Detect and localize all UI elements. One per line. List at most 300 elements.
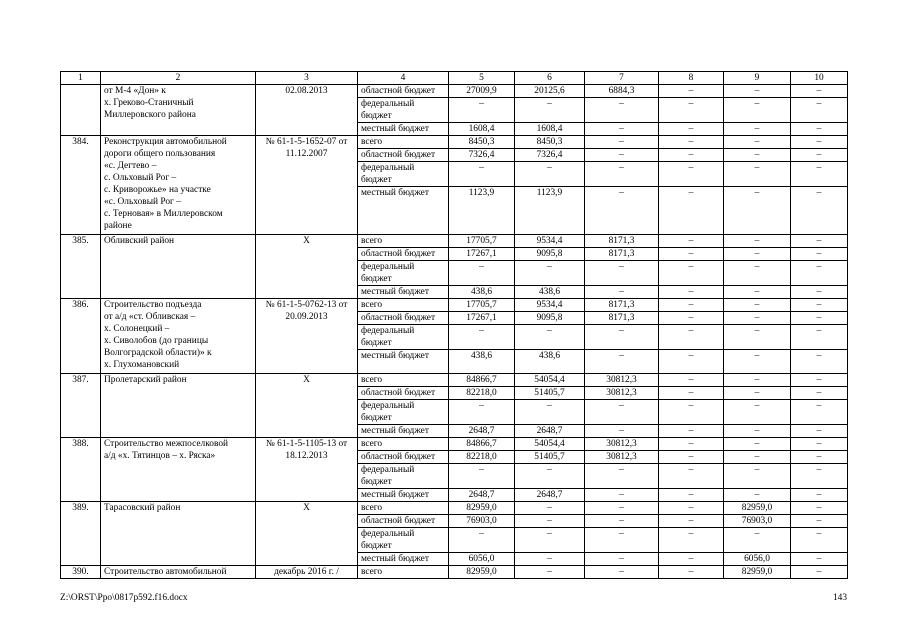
cell-line: местный бюджет [361,554,429,564]
value-cell: – [515,325,585,350]
cell-line: с. Терновая» в Миллеровском [104,209,223,219]
value-cell: – [585,187,659,235]
value-cell: – [449,528,515,553]
cell-line: № 61-1-5-1105-13 от [265,439,348,449]
value-cell: – [791,248,848,261]
value-cell: – [724,400,791,425]
cell-line: бюджет [361,338,392,348]
column-number: 2 [101,72,256,85]
document-details [256,85,358,136]
funding-source [358,248,449,261]
value-cell: – [585,553,659,566]
value-cell: – [585,502,659,515]
cell-line: х. Солонецкий – [104,324,170,334]
funding-source [358,85,449,98]
cell-line: х. Глухомановский [104,360,180,370]
column-number: 10 [791,72,848,85]
cell-line: областной бюджет [361,86,436,96]
funding-source [358,502,449,515]
value-cell: – [791,85,848,98]
cell-line: Реконструкция автомобильной [104,137,227,147]
value-cell: 82959,0 [449,566,515,579]
value-cell: 17267,1 [449,312,515,325]
row-number: 385. [61,235,101,299]
cell-line: всего [361,375,383,385]
value-cell: – [791,566,848,579]
row-number: 389. [61,502,101,566]
value-cell: – [659,187,724,235]
cell-line: местный бюджет [361,124,429,134]
funding-source [358,528,449,553]
value-cell: 17705,7 [449,299,515,312]
value-cell: 1608,4 [515,123,585,136]
value-cell: 82959,0 [449,502,515,515]
value-cell: – [791,553,848,566]
value-cell: – [791,98,848,123]
value-cell: – [791,286,848,299]
value-cell: – [659,425,724,438]
value-cell: – [659,464,724,489]
funding-source [358,566,449,579]
value-cell: – [659,98,724,123]
value-cell: – [724,98,791,123]
cell-line: всего [361,137,383,147]
value-cell: – [724,299,791,312]
value-cell: – [791,515,848,528]
value-cell: 84866,7 [449,438,515,451]
table-row [61,566,848,579]
value-cell: – [659,312,724,325]
value-cell: – [585,261,659,286]
value-cell: 9095,8 [515,248,585,261]
value-cell: – [724,451,791,464]
object-name [101,438,256,502]
column-number: 4 [358,72,449,85]
column-number: 7 [585,72,659,85]
cell-line: 02.08.2013 [285,86,328,96]
cell-line: х. Сиволобов (до границы [104,336,209,346]
value-cell: – [449,400,515,425]
value-cell: – [724,387,791,400]
value-cell: 6884,3 [585,85,659,98]
value-cell: 1608,4 [449,123,515,136]
document-details [256,502,358,566]
cell-line: дороги общего пользования [104,149,216,159]
value-cell: 2648,7 [449,425,515,438]
object-name [101,566,256,579]
funding-source [358,515,449,528]
object-name [101,235,256,299]
value-cell: – [724,350,791,374]
value-cell: – [791,149,848,162]
cell-line: федеральный [361,99,415,109]
funding-source [358,374,449,387]
page-number: 143 [832,593,847,603]
value-cell: – [724,187,791,235]
cell-line: федеральный [361,529,415,539]
value-cell: – [659,502,724,515]
funding-source [358,149,449,162]
value-cell: 54054,4 [515,374,585,387]
cell-line: Строительство автомобильной [104,567,227,577]
funding-source [358,350,449,374]
cell-line: областной бюджет [361,388,436,398]
cell-line: Волгоградской области)» к [104,348,212,358]
value-cell: – [791,261,848,286]
value-cell: – [659,123,724,136]
value-cell: 2648,7 [515,425,585,438]
table-row [61,85,848,98]
value-cell: – [659,528,724,553]
value-cell: – [724,489,791,502]
row-number: 387. [61,374,101,438]
value-cell: – [515,502,585,515]
cell-line: с. Ольховый Рог – [104,173,177,183]
row-number: 386. [61,299,101,374]
value-cell: – [791,438,848,451]
value-cell: – [659,136,724,149]
value-cell: – [585,425,659,438]
cell-line: 20.09.2013 [285,312,328,322]
funding-source [358,438,449,451]
funding-source [358,136,449,149]
value-cell: – [724,123,791,136]
cell-line: № 61-1-5-1652-07 от [265,137,348,147]
column-number: 8 [659,72,724,85]
value-cell: – [724,261,791,286]
value-cell: 20125,6 [515,85,585,98]
funding-source [358,162,449,187]
value-cell: – [659,350,724,374]
value-cell: 438,6 [515,350,585,374]
cell-line: от М-4 «Дон» к [104,86,166,96]
funding-source [358,553,449,566]
footer-file-path: Z:\ORST\Ppo\0817p592.f16.docx [60,593,188,603]
value-cell: – [659,235,724,248]
value-cell: 51405,7 [515,451,585,464]
funding-source [358,235,449,248]
value-cell: – [791,312,848,325]
value-cell: 2648,7 [515,489,585,502]
value-cell: 27009,9 [449,85,515,98]
cell-line: областной бюджет [361,516,436,526]
value-cell: – [449,98,515,123]
cell-line: местный бюджет [361,490,429,500]
value-cell: 9095,8 [515,312,585,325]
value-cell: – [724,464,791,489]
value-cell: – [791,489,848,502]
value-cell: – [515,162,585,187]
value-cell: – [724,248,791,261]
value-cell: 1123,9 [515,187,585,235]
cell-line: Х [303,503,310,513]
value-cell: 438,6 [449,286,515,299]
value-cell: – [791,136,848,149]
cell-line: федеральный [361,401,415,411]
value-cell: – [449,325,515,350]
cell-line: 18.12.2013 [285,451,328,461]
value-cell: 30812,3 [585,451,659,464]
value-cell: – [791,187,848,235]
value-cell: – [659,374,724,387]
value-cell: – [791,299,848,312]
cell-line: местный бюджет [361,188,429,198]
value-cell: 30812,3 [585,374,659,387]
value-cell: – [585,98,659,123]
cell-line: местный бюджет [361,426,429,436]
cell-line: х. Греково-Станичный [104,98,194,108]
value-cell: 82959,0 [724,566,791,579]
value-cell: – [791,350,848,374]
document-details [256,299,358,374]
cell-line: всего [361,503,383,513]
table-row [61,235,848,248]
value-cell: – [515,528,585,553]
value-cell: – [791,400,848,425]
value-cell: 30812,3 [585,387,659,400]
cell-line: бюджет [361,274,392,284]
cell-line: Х [303,375,310,385]
cell-line: № 61-1-5-0762-13 от [265,300,348,310]
value-cell: – [585,149,659,162]
funding-source [358,464,449,489]
value-cell: – [585,136,659,149]
value-cell: – [515,400,585,425]
document-details [256,235,358,299]
row-number: 384. [61,136,101,235]
value-cell: – [659,162,724,187]
value-cell: – [585,464,659,489]
value-cell: – [515,98,585,123]
value-cell: – [659,553,724,566]
cell-line: Тарасовский район [104,503,181,513]
value-cell: 17267,1 [449,248,515,261]
value-cell: 82218,0 [449,387,515,400]
cell-line: бюджет [361,477,392,487]
object-name [101,136,256,235]
value-cell: 84866,7 [449,374,515,387]
value-cell: 1123,9 [449,187,515,235]
value-cell: – [585,286,659,299]
document-details [256,136,358,235]
value-cell: – [659,400,724,425]
funding-source [358,299,449,312]
value-cell: – [724,149,791,162]
value-cell: – [659,566,724,579]
value-cell: 8450,3 [449,136,515,149]
funding-source [358,325,449,350]
column-number-row [61,72,848,85]
table-row [61,502,848,515]
value-cell: 76903,0 [449,515,515,528]
funding-source [358,451,449,464]
value-cell: – [659,451,724,464]
document-details [256,438,358,502]
value-cell: 76903,0 [724,515,791,528]
value-cell: – [791,325,848,350]
value-cell: 438,6 [515,286,585,299]
column-number: 1 [61,72,101,85]
column-number: 5 [449,72,515,85]
value-cell: – [585,123,659,136]
value-cell: – [585,489,659,502]
value-cell: – [449,261,515,286]
value-cell: – [659,438,724,451]
funding-source [358,187,449,235]
object-name [101,299,256,374]
value-cell: – [724,162,791,187]
value-cell: – [515,553,585,566]
table-row [61,438,848,451]
value-cell: – [585,566,659,579]
cell-line: всего [361,439,383,449]
value-cell: – [659,286,724,299]
value-cell: – [724,325,791,350]
object-name [101,85,256,136]
value-cell: – [659,489,724,502]
value-cell: – [585,400,659,425]
column-number: 9 [724,72,791,85]
object-name [101,374,256,438]
cell-line: а/д «х. Тятинцов – х. Ряска» [104,451,216,461]
value-cell: – [791,528,848,553]
cell-line: «с. Ольховый Рог – [104,197,181,207]
value-cell: – [659,515,724,528]
value-cell: – [585,515,659,528]
cell-line: 11.12.2007 [285,149,328,159]
value-cell: – [659,387,724,400]
funding-source [358,425,449,438]
value-cell: – [724,528,791,553]
value-cell: – [659,149,724,162]
cell-line: федеральный [361,262,415,272]
cell-line: Строительство подъезда [104,300,202,310]
cell-line: бюджет [361,541,392,551]
funding-source [358,400,449,425]
table-row [61,136,848,149]
cell-line: федеральный [361,465,415,475]
cell-line: всего [361,567,383,577]
value-cell: 9534,4 [515,299,585,312]
funding-source [358,261,449,286]
funding-source [358,123,449,136]
cell-line: областной бюджет [361,452,436,462]
value-cell: – [585,325,659,350]
funding-source [358,286,449,299]
value-cell: 51405,7 [515,387,585,400]
cell-line: районе [104,221,132,231]
value-cell: – [791,374,848,387]
value-cell: 82959,0 [724,502,791,515]
value-cell: 438,6 [449,350,515,374]
value-cell: – [724,136,791,149]
value-cell: 8171,3 [585,248,659,261]
value-cell: – [585,350,659,374]
value-cell: – [791,123,848,136]
value-cell: – [585,528,659,553]
value-cell: 7326,4 [515,149,585,162]
value-cell: 2648,7 [449,489,515,502]
table-row [61,374,848,387]
value-cell: 9534,4 [515,235,585,248]
value-cell: – [659,261,724,286]
value-cell: – [659,85,724,98]
value-cell: – [791,387,848,400]
cell-line: декабрь 2016 г. / [274,567,339,577]
row-number [61,85,101,136]
value-cell: 54054,4 [515,438,585,451]
value-cell: – [515,515,585,528]
cell-line: областной бюджет [361,313,436,323]
value-cell: – [449,464,515,489]
value-cell: 7326,4 [449,149,515,162]
cell-line: всего [361,236,383,246]
row-number: 390. [61,566,101,579]
value-cell: – [724,286,791,299]
value-cell: – [724,85,791,98]
document-details [256,374,358,438]
value-cell: – [585,162,659,187]
cell-line: Х [303,236,310,246]
cell-line: Строительство межпоселковой [104,439,229,449]
budget-table [60,71,848,579]
value-cell: – [791,425,848,438]
value-cell: – [659,325,724,350]
cell-line: областной бюджет [361,150,436,160]
funding-source [358,98,449,123]
value-cell: – [791,464,848,489]
cell-line: областной бюджет [361,249,436,259]
value-cell: 8171,3 [585,235,659,248]
value-cell: 8171,3 [585,312,659,325]
cell-line: бюджет [361,111,392,121]
cell-line: «с. Дегтево – [104,161,157,171]
table-row [61,299,848,312]
value-cell: 82218,0 [449,451,515,464]
value-cell: – [659,248,724,261]
column-number: 6 [515,72,585,85]
value-cell: – [791,502,848,515]
value-cell: – [791,235,848,248]
value-cell: – [449,162,515,187]
value-cell: 8171,3 [585,299,659,312]
value-cell: 6056,0 [724,553,791,566]
cell-line: федеральный [361,163,415,173]
value-cell: – [515,566,585,579]
value-cell: 30812,3 [585,438,659,451]
value-cell: – [724,312,791,325]
cell-line: бюджет [361,175,392,185]
value-cell: 8450,3 [515,136,585,149]
value-cell: – [724,425,791,438]
cell-line: федеральный [361,326,415,336]
value-cell: – [724,374,791,387]
value-cell: – [659,299,724,312]
cell-line: Обливский район [104,236,175,246]
value-cell: – [724,235,791,248]
funding-source [358,489,449,502]
value-cell: – [515,261,585,286]
column-number: 3 [256,72,358,85]
table-body [61,72,848,579]
cell-line: Миллеровского района [104,110,196,120]
cell-line: с. Криворожье» на участке [104,185,211,195]
funding-source [358,387,449,400]
cell-line: местный бюджет [361,287,429,297]
value-cell: – [515,464,585,489]
cell-line: всего [361,300,383,310]
row-number: 388. [61,438,101,502]
